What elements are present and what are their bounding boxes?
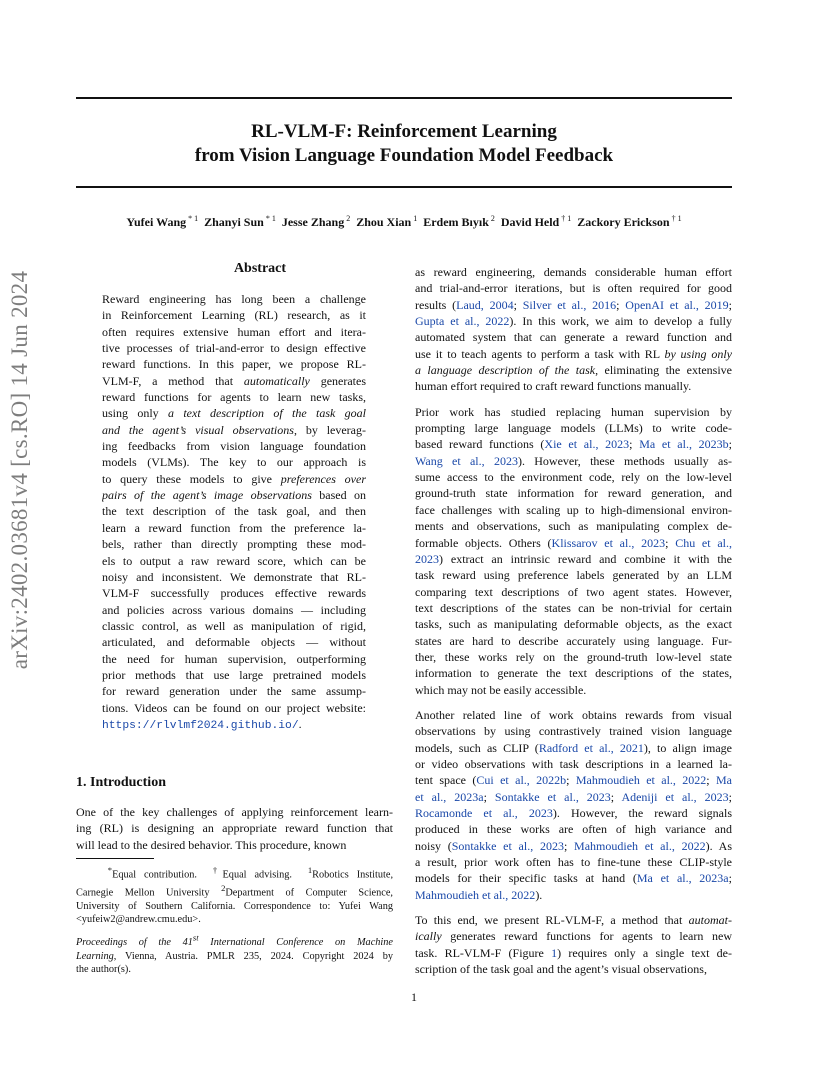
title-rule-bottom [76, 186, 732, 188]
proceedings-line: Proceedings of the 41st International Conference on Machine [76, 933, 393, 949]
abstract-line: classic control, as well as manipulation of rigid, [102, 618, 366, 633]
body-line: sume access to the environment code, rely on the low-level [415, 470, 732, 485]
body-line: and trial-and-error iterations, but is often required for good [415, 281, 732, 296]
paper-title-line-1: RL-VLM-F: Reinforcement Learning [251, 121, 557, 142]
body-line: automated system that can generate a reward function and [415, 330, 732, 345]
body-line: a result, prior work often has to fine-tune these CLIP-style [415, 855, 732, 870]
right-column-body [415, 264, 732, 986]
abstract-line: els to output a raw reward score, which can be [102, 553, 366, 568]
body-line: based reward functions (Xie et al., 2023; Ma et al., 2023b; [415, 437, 732, 452]
author-name: David Held $^{\dagger 1}$ [500, 214, 572, 229]
proceedings-line: Learning, Vienna, Austria. PMLR 235, 2024. Copyright 2024 by [76, 950, 393, 962]
proceedings-note [76, 932, 393, 977]
introduction-line: will lead to the desired behavior. This procedure, known [76, 837, 347, 852]
body-line: human effort required to craft reward functions manually. [415, 379, 692, 394]
abstract-line: models (VLMs). The key to our approach is [102, 455, 366, 470]
abstract-line: https://rlvlmf2024.github.io/. [102, 716, 302, 732]
footnote-line: Carnegie Mellon University $^2$Department of Computer Science, [76, 882, 393, 899]
abstract-line: articulated, and deformable objects — without [102, 635, 366, 650]
author-name: Yufei Wang $^{* 1}$ [126, 214, 199, 229]
body-line: models for their specific tasks at hand (Ma et al., 2023a; [415, 871, 732, 886]
body-line: which may not be easily accessible. [415, 682, 587, 697]
body-line: To this end, we present RL-VLM-F, a method that automat- [415, 913, 732, 928]
body-line: 2023) extract an intrinsic reward and combine it with the [415, 551, 732, 566]
body-line: use it to teach agents to perform a task with RL by using only [415, 346, 732, 361]
abstract-line: ing feedbacks from vision language foundation [102, 439, 366, 454]
author-affiliation-marker: † 1 [669, 214, 682, 223]
author-affiliation-marker: 1 [411, 214, 418, 223]
body-paragraph [415, 264, 732, 395]
abstract-line: Reward engineering has long been a challenge [102, 292, 366, 306]
introduction-heading: 1. Introduction [76, 775, 166, 790]
abstract-heading: Abstract [233, 261, 287, 276]
introduction-line: ing (RL) is designing an appropriate reward function that [76, 821, 393, 836]
body-line: ically generates reward functions for agents to learn new [415, 929, 732, 944]
body-line: text descriptions of the states can be non-trivial for certain [415, 600, 732, 615]
abstract-line: the text description of the task goal, and then [102, 504, 366, 519]
author-name: Zhou Xian $^1$ [356, 214, 418, 229]
author-name: Erdem Bıyık $^2$ [423, 214, 495, 229]
footnote-line: *Equal contribution. †Equal advising. $^1$Robotics Institute, [107, 865, 393, 881]
body-line: ments and observations, such as manipulating complex de- [415, 519, 732, 534]
body-line: ther, these works rely on the ground-truth low-level state [415, 649, 732, 664]
title-rule-top [76, 97, 732, 99]
body-line: task. RL-VLM-F (Figure 1) requires only a single text de- [415, 945, 732, 960]
abstract-line: bels, rather than directly prompting these mod- [102, 537, 366, 552]
abstract-line: reward functions for agents to learn new tasks, [102, 390, 366, 405]
body-line: observations by using contrastively trained vision language [415, 724, 732, 739]
body-line: information to generate the text descriptions of the states, [415, 666, 732, 681]
abstract-line: prior methods that use large pretrained models [102, 667, 366, 682]
author-affiliation-marker: * 1 [263, 214, 276, 223]
abstract-line: pairs of the agent’s image observations based on [102, 488, 366, 503]
footnotes [76, 864, 393, 927]
body-line: Rocamonde et al., 2023). However, the reward signals [415, 806, 732, 820]
author-name: Jesse Zhang $^2$ [281, 214, 351, 229]
abstract-line: using only a text description of the task goal [102, 406, 366, 421]
abstract-line: in Reinforcement Learning (RL) research, as it [102, 308, 366, 323]
body-line: as reward engineering, demands considerable human effort [415, 265, 732, 279]
abstract-line: tions. Videos can be found on our project website: [102, 700, 366, 715]
body-line: scription of the task goal and the agent’s visual observations, [415, 962, 707, 977]
body-line: a language description of the task, eliminating the extensive [415, 363, 732, 378]
footnote-rule [76, 858, 154, 859]
body-line: results (Laud, 2004; Silver et al., 2016; OpenAI et al., 2019; [415, 297, 732, 312]
body-line: tent space (Cui et al., 2022b; Mahmoudieh et al., 2022; Ma [415, 773, 732, 788]
abstract-line: to query these models to give preferences over [102, 471, 366, 486]
author-affiliation-marker: * 1 [186, 214, 199, 223]
body-line: tasks, such as manipulating deformable objects, as the exact [415, 617, 732, 632]
body-line: noisy (Sontakke et al., 2023; Mahmoudieh et al., 2022). As [415, 838, 732, 853]
abstract-line: VLM-F successfully produces effective rewards [102, 586, 366, 601]
body-line: states are hard to describe accurately using language. Fur- [415, 633, 732, 648]
author-name: Zackory Erickson $^{\dagger 1}$ [577, 214, 682, 229]
footnote-line: <yufeiw2@andrew.cmu.edu>. [76, 914, 201, 926]
author-affiliation-marker: † 1 [559, 214, 572, 223]
paper-title-line-2: from Vision Language Foundation Model Feedback [194, 145, 614, 166]
abstract-line: for reward generation under the same assump- [102, 684, 366, 699]
body-line: Gupta et al., 2022). In this work, we aim to develop a fully [415, 314, 732, 329]
body-line: formable objects. Others (Klissarov et al., 2023; Chu et al., [415, 535, 732, 550]
abstract-line: learn a reward function from the preference la- [102, 520, 366, 535]
body-line: Wang et al., 2023). However, these methods usually as- [415, 453, 732, 468]
author-affiliation-marker: 2 [488, 214, 495, 223]
introduction-body [76, 804, 393, 853]
body-line: Another related line of work obtains rewards from visual [415, 707, 732, 722]
body-paragraph [415, 707, 732, 903]
body-line: models, such as CLIP (Radford et al., 2021), to align image [415, 740, 732, 755]
abstract-line: tive processes of trial-and-error to design effective [102, 341, 366, 356]
proceedings-line: the author(s). [76, 964, 131, 976]
abstract-line: noisy and inconsistent. We demonstrate that RL- [102, 569, 366, 584]
body-line: et al., 2023a; Sontakke et al., 2023; Adeniji et al., 2023; [415, 789, 732, 804]
author-name: Zhanyi Sun $^{* 1}$ [204, 214, 276, 229]
arxiv-id: arXiv:2402.03681v4 [cs.RO] 14 Jun 2024 [7, 270, 32, 670]
abstract-line: and the agent’s visual observations, by leverag- [102, 422, 366, 437]
body-line: task reward using preference labels generated by an LLM [415, 568, 732, 583]
abstract-line: often requires extensive human effort and itera- [102, 324, 366, 339]
footnote-line: University of Southern California. Correspondence to: Yufei Wang [76, 900, 393, 912]
body-line: or video observations with task descriptions in a learned la- [415, 756, 732, 771]
abstract-body [102, 291, 366, 734]
author-affiliation-marker: 2 [344, 214, 351, 223]
body-line: ground-truth state information for reward generation, and [415, 486, 732, 501]
body-paragraph [415, 404, 732, 698]
body-paragraph [415, 912, 732, 977]
body-line: Prior work has studied replacing human supervision by [415, 404, 732, 419]
abstract-line: reward functions. In this paper, we propose RL- [102, 357, 366, 372]
introduction-line: One of the key challenges of applying reinforcement learn- [76, 805, 393, 819]
author-list [76, 214, 732, 230]
body-line: Mahmoudieh et al., 2022). [415, 887, 543, 902]
abstract-line: the need for human supervision, outperforming [102, 651, 366, 666]
abstract-line: VLM-F, a method that automatically generates [102, 373, 366, 388]
abstract-line: and policies across various domains — including [102, 602, 366, 617]
body-line: face challenges with scaling up to high-dimensional environ- [415, 502, 732, 517]
body-line: comparing text descriptions of two agent states. However, [415, 584, 732, 599]
page-number: 1 [411, 990, 417, 1004]
body-line: produced in these works are often of high variance and [415, 822, 732, 837]
body-line: prompting large language models (LLMs) to write code- [415, 421, 732, 436]
